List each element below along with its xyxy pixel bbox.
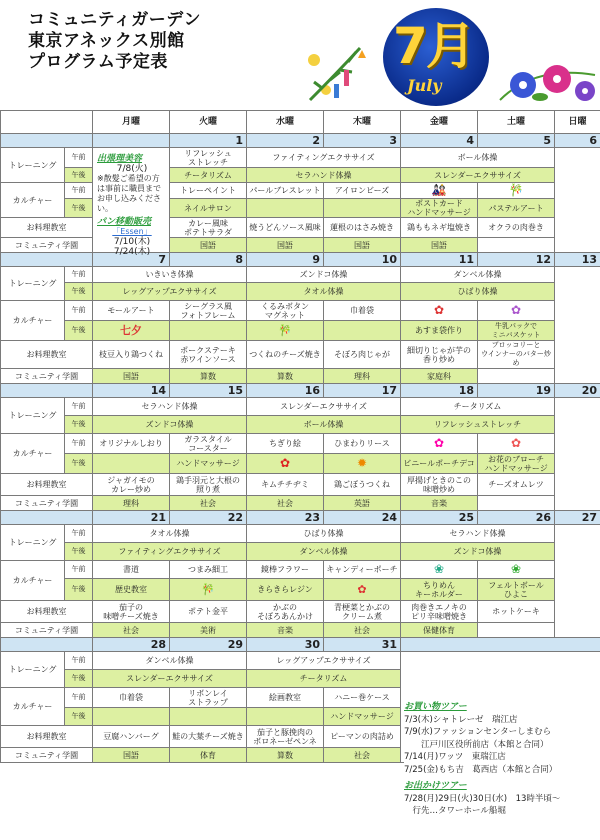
- row-label-training: トレーニング: [1, 148, 65, 183]
- row-sub-pm: 午後: [65, 283, 93, 301]
- program-cell: 七夕: [93, 321, 170, 341]
- program-cell: 絵画教室: [247, 688, 324, 708]
- program-cell: スレンダーエクササイズ: [247, 398, 401, 416]
- program-cell: パールブレスレット: [247, 183, 324, 199]
- program-cell: ブロッコリーと ウインナーのバター炒め: [478, 341, 555, 369]
- program-cell: ハンドマッサージ: [324, 708, 401, 726]
- program-cell: 音楽: [401, 496, 478, 511]
- date-cell: 14: [93, 384, 170, 398]
- date-cell: 17: [324, 384, 401, 398]
- page-title: [28, 10, 201, 73]
- row-sub-pm: 午後: [65, 579, 93, 601]
- row-sub-pm: 午後: [65, 321, 93, 341]
- header-mon: 月曜: [93, 111, 170, 134]
- program-cell: スレンダーエクササイズ: [93, 670, 247, 688]
- program-cell: 算数: [247, 748, 324, 763]
- program-cell: [93, 454, 170, 474]
- program-cell: レッグアップエクササイズ: [247, 652, 401, 670]
- month-badge: [383, 8, 489, 106]
- row-label-training: トレーニング: [1, 267, 65, 301]
- program-cell: 国語: [93, 369, 170, 384]
- row-sub-am: 午前: [65, 688, 93, 708]
- program-cell: 社会: [324, 623, 401, 638]
- program-cell: 国語: [401, 238, 478, 253]
- program-cell: ✿: [247, 454, 324, 474]
- program-cell: [170, 708, 247, 726]
- shopping-tour-line: 7/9(水)ファッションセンターしまむら: [404, 727, 552, 737]
- row-label-community: コミュニティ学園: [1, 369, 93, 384]
- morning-glory-icon: [495, 55, 600, 107]
- row-label-cooking: お料理教室: [1, 341, 93, 369]
- program-cell: 茄子の 味噌チーズ焼き: [93, 601, 170, 623]
- row-sub-pm: 午後: [65, 708, 93, 726]
- header-sun: 日曜: [555, 111, 600, 134]
- month-number: 7月: [393, 17, 474, 75]
- sunday-cell: [555, 525, 600, 638]
- date-row: [1, 134, 600, 148]
- program-cell: アイロンビーズ: [324, 183, 401, 199]
- program-cell: ✿: [401, 434, 478, 454]
- program-cell: 歴史教室: [93, 579, 170, 601]
- row-label-community: コミュニティ学園: [1, 238, 93, 253]
- shopping-tour-line: 7/25(金)もち吉 葛西店（本館と合同）: [404, 764, 558, 775]
- title-line-2: 東京アネックス別館: [28, 31, 185, 51]
- program-cell: リフレッシュストレッチ: [401, 416, 555, 434]
- row-sub-am: 午前: [65, 525, 93, 543]
- program-cell: あすま袋作り: [401, 321, 478, 341]
- program-cell: ボール体操: [401, 148, 555, 168]
- program-cell: ネイルサロン: [170, 199, 247, 218]
- header-wed: 水曜: [247, 111, 324, 134]
- row-label-culture: カルチャー: [1, 561, 65, 601]
- program-cell: レッグアップエクササイズ: [93, 283, 247, 301]
- row-sub-am: 午前: [65, 652, 93, 670]
- row-label-cooking: お料理教室: [1, 726, 93, 748]
- program-cell: ポストカード ハンドマッサージ: [401, 199, 478, 218]
- program-cell: 蓮根のはさみ焼き: [324, 218, 401, 238]
- note-barber-text: ※散髪ご希望の方は事前に職員までお申し込みください。: [97, 174, 161, 213]
- tanabata-bamboo-icon: [300, 40, 380, 105]
- program-cell: きらきらレジン: [247, 579, 324, 601]
- program-cell: 鶏手羽元と大根の 照り煮: [170, 474, 247, 496]
- row-sub-am: 午前: [65, 434, 93, 454]
- date-row-label: [1, 134, 93, 148]
- header-tue: 火曜: [170, 111, 247, 134]
- program-cell: ファイティングエクササイズ: [247, 148, 401, 168]
- program-cell: 書道: [93, 561, 170, 579]
- program-cell: セラハンド体操: [401, 525, 555, 543]
- program-cell: オリジナルしおり: [93, 434, 170, 454]
- program-cell: ✹: [324, 454, 401, 474]
- program-cell: 細切りじゃが芋の 香り炒め: [401, 341, 478, 369]
- note-bread-heading: パン移動販売: [97, 217, 152, 227]
- date-cell: 8: [170, 253, 247, 267]
- program-cell: ひばり体操: [247, 525, 401, 543]
- program-cell: セラハンド体操: [93, 398, 247, 416]
- program-cell: つまみ細工: [170, 561, 247, 579]
- program-cell: 茄子と豚挽肉の ボロネーゼペンネ: [247, 726, 324, 748]
- program-cell: チーズオムレツ: [478, 474, 555, 496]
- program-cell: ちぎり絵: [247, 434, 324, 454]
- program-cell: ポークステーキ 赤ワインソース: [170, 341, 247, 369]
- row-label-community: コミュニティ学園: [1, 748, 93, 763]
- program-cell: ズンドコ体操: [401, 543, 555, 561]
- row-label-training: トレーニング: [1, 652, 65, 688]
- program-cell: スレンダーエクササイズ: [401, 168, 555, 183]
- program-cell: ピーマンの肉詰め: [324, 726, 401, 748]
- program-cell: ダンベル体操: [247, 543, 401, 561]
- program-cell: ひまわりリース: [324, 434, 401, 454]
- outing-tour-line: 7/28(月)29日(火)30日(水) 13時半頃～: [404, 793, 561, 804]
- program-cell: キャンディーポーチ: [324, 561, 401, 579]
- program-cell: 社会: [93, 623, 170, 638]
- program-cell: 英語: [324, 496, 401, 511]
- program-cell: ハンドマッサージ: [170, 454, 247, 474]
- program-cell: 鏡棒フラワー: [247, 561, 324, 579]
- schedule-table: [0, 110, 600, 763]
- program-cell: 理科: [324, 369, 401, 384]
- program-cell: 青梗菜とかぶの クリーム煮: [324, 601, 401, 623]
- program-cell: 国語: [324, 238, 401, 253]
- shopping-tour-line: 7/3(木)シャトレーゼ 瑞江店: [404, 714, 518, 725]
- program-cell: モールアート: [93, 301, 170, 321]
- row-sub-pm: 午後: [65, 454, 93, 474]
- row-label-community: コミュニティ学園: [1, 623, 93, 638]
- program-cell: 社会: [170, 496, 247, 511]
- program-cell: ジャガイモの カレー炒め: [93, 474, 170, 496]
- empty-date-cell: [401, 638, 600, 652]
- program-cell: カレー風味 ポテトサラダ: [170, 218, 247, 238]
- header-sat: 土曜: [478, 111, 555, 134]
- program-cell: 巾着袋: [93, 688, 170, 708]
- program-cell: 算数: [170, 369, 247, 384]
- date-row: [1, 511, 600, 525]
- date-cell: 16: [247, 384, 324, 398]
- program-cell: くるみボタン マグネット: [247, 301, 324, 321]
- program-cell: [478, 369, 555, 384]
- program-cell: タオル体操: [93, 525, 247, 543]
- row-label-community: コミュニティ学園: [1, 496, 93, 511]
- program-cell: ❀: [478, 561, 555, 579]
- program-cell: [478, 238, 555, 253]
- program-cell: 厚揚げときのこの 味噌炒め: [401, 474, 478, 496]
- date-cell: 24: [324, 511, 401, 525]
- program-cell: オクラの肉巻き: [478, 218, 555, 238]
- date-cell: 18: [401, 384, 478, 398]
- program-cell: ガラスタイル コースター: [170, 434, 247, 454]
- program-cell: 豆腐ハンバーグ: [93, 726, 170, 748]
- program-cell: [247, 199, 324, 218]
- date-cell: 5: [478, 134, 555, 148]
- row-label-cooking: お料理教室: [1, 474, 93, 496]
- program-cell: ひばり体操: [401, 283, 555, 301]
- header-thu: 木曜: [324, 111, 401, 134]
- program-cell: シーグラス風 フォトフレーム: [170, 301, 247, 321]
- program-cell: 国語: [170, 238, 247, 253]
- program-cell: かぶの そぼろあんかけ: [247, 601, 324, 623]
- note-barber-date: 7/8(火): [116, 164, 148, 174]
- date-cell: 20: [555, 384, 600, 398]
- sunday-cell: [555, 148, 600, 253]
- program-cell: ❀: [401, 561, 478, 579]
- outing-tour-line: 行先…タワーホール船堀: [404, 806, 506, 816]
- program-cell: タオル体操: [247, 283, 401, 301]
- date-row: [1, 253, 600, 267]
- program-cell: 国語: [247, 238, 324, 253]
- program-cell: お花のブローチ ハンドマッサージ: [478, 454, 555, 474]
- program-cell: 枝豆入り鶏つくね: [93, 341, 170, 369]
- shopping-tour-line: 7/14(月)ワッツ 東瑞江店: [404, 752, 506, 762]
- row-sub-pm: 午後: [65, 543, 93, 561]
- program-cell: ズンドコ体操: [93, 416, 247, 434]
- row-sub-am: 午前: [65, 148, 93, 168]
- sunday-cell: [555, 267, 600, 384]
- program-cell: ✿: [478, 434, 555, 454]
- program-cell: [93, 708, 170, 726]
- program-cell: いきいき体操: [93, 267, 247, 283]
- program-cell: [324, 199, 401, 218]
- row-sub-am: 午前: [65, 183, 93, 199]
- row-sub-am: 午前: [65, 301, 93, 321]
- program-cell: チータリズム: [247, 670, 401, 688]
- header: [0, 0, 600, 110]
- date-cell: 7: [93, 253, 170, 267]
- shopping-tour-heading: お買い物ツアー: [404, 702, 467, 712]
- date-cell: 26: [478, 511, 555, 525]
- program-cell: 🎎: [401, 183, 478, 199]
- program-cell: ダンベル体操: [93, 652, 247, 670]
- date-cell: 11: [401, 253, 478, 267]
- program-cell: 体育: [170, 748, 247, 763]
- program-cell: リボンレイ ストラップ: [170, 688, 247, 708]
- program-cell: キムチチヂミ: [247, 474, 324, 496]
- program-cell: 美術: [170, 623, 247, 638]
- row-sub-pm: 午後: [65, 416, 93, 434]
- program-cell: ズンドコ体操: [247, 267, 401, 283]
- program-cell: ポテト金平: [170, 601, 247, 623]
- month-english: July: [407, 76, 442, 95]
- program-cell: ダンベル体操: [401, 267, 555, 283]
- program-cell: 🎋: [478, 183, 555, 199]
- program-cell: ✿: [324, 579, 401, 601]
- sunday-cell: [555, 398, 600, 511]
- row-sub-am: 午前: [65, 398, 93, 416]
- date-cell: [93, 134, 170, 148]
- row-label-cooking: お料理教室: [1, 218, 93, 238]
- program-cell: ちりめん キーホルダー: [401, 579, 478, 601]
- date-row: [1, 384, 600, 398]
- program-cell: ✿: [401, 301, 478, 321]
- program-cell: そぼろ肉じゃが: [324, 341, 401, 369]
- header-fri: 金曜: [401, 111, 478, 134]
- program-cell: [324, 321, 401, 341]
- program-cell: トレーペイント: [170, 183, 247, 199]
- program-cell: 音楽: [247, 623, 324, 638]
- shopping-tour-line: 江戸川区役所前店（本館と合同）: [404, 739, 549, 750]
- date-cell: 27: [555, 511, 600, 525]
- date-cell: 6: [555, 134, 600, 148]
- program-cell: 焼うどんソース風味: [247, 218, 324, 238]
- date-cell: 22: [170, 511, 247, 525]
- date-cell: 21: [93, 511, 170, 525]
- title-line-1: コミュニティガーデン: [28, 10, 201, 30]
- program-cell: 算数: [247, 369, 324, 384]
- date-row-label: [1, 511, 93, 525]
- program-cell: ✿: [478, 301, 555, 321]
- note-bread-shop: 「Essen」: [112, 227, 152, 236]
- program-cell: [247, 708, 324, 726]
- row-label-culture: カルチャー: [1, 301, 65, 341]
- program-cell: 鶏ももネギ塩焼き: [401, 218, 478, 238]
- row-label-culture: カルチャー: [1, 434, 65, 474]
- program-cell: 🎋: [170, 579, 247, 601]
- row-label-training: トレーニング: [1, 525, 65, 561]
- service-notes: [97, 154, 167, 257]
- row-label-cooking: お料理教室: [1, 601, 93, 623]
- program-cell: チータリズム: [170, 168, 247, 183]
- program-cell: リフレッシュ ストレッチ: [170, 148, 247, 168]
- program-cell: 保健体育: [401, 623, 478, 638]
- date-row-label: [1, 253, 93, 267]
- date-row: [1, 638, 600, 652]
- date-cell: 2: [247, 134, 324, 148]
- program-cell: 家庭科: [401, 369, 478, 384]
- date-cell: 15: [170, 384, 247, 398]
- row-label-culture: カルチャー: [1, 183, 65, 218]
- date-cell: 12: [478, 253, 555, 267]
- program-cell: 肉巻きエノキの ピリ辛味噌焼き: [401, 601, 478, 623]
- program-cell: [170, 321, 247, 341]
- program-cell: [478, 496, 555, 511]
- date-row-label: [1, 384, 93, 398]
- date-cell: 28: [93, 638, 170, 652]
- date-row-label: [1, 638, 93, 652]
- row-sub-pm: 午後: [65, 199, 93, 218]
- program-cell: 巾着袋: [324, 301, 401, 321]
- tour-notes: [404, 701, 600, 818]
- program-cell: フェルトボール ひよこ: [478, 579, 555, 601]
- program-cell: ボール体操: [247, 416, 401, 434]
- program-cell: 牛乳パックで ミニバスケット: [478, 321, 555, 341]
- row-sub-pm: 午後: [65, 168, 93, 183]
- program-cell: パステルアート: [478, 199, 555, 218]
- row-label-training: トレーニング: [1, 398, 65, 434]
- date-cell: 29: [170, 638, 247, 652]
- program-cell: 社会: [324, 748, 401, 763]
- program-cell: 鶏ごぼうつくね: [324, 474, 401, 496]
- date-cell: 10: [324, 253, 401, 267]
- date-cell: 3: [324, 134, 401, 148]
- date-cell: 19: [478, 384, 555, 398]
- weekday-header-row: [1, 111, 600, 134]
- date-cell: 31: [324, 638, 401, 652]
- header-corner: [1, 111, 93, 134]
- program-cell: 鮭の大葉チーズ焼き: [170, 726, 247, 748]
- program-cell: 国語: [93, 748, 170, 763]
- program-cell: チータリズム: [401, 398, 555, 416]
- program-cell: ビニールポーチデコ: [401, 454, 478, 474]
- program-cell: ホットケーキ: [478, 601, 555, 623]
- title-line-3: プログラム予定表: [28, 52, 168, 72]
- program-cell: セラハンド体操: [247, 168, 401, 183]
- note-bread-date-2: 7/24(木): [113, 247, 151, 257]
- program-cell: 社会: [247, 496, 324, 511]
- program-cell: 理科: [93, 496, 170, 511]
- date-cell: 13: [555, 253, 600, 267]
- program-cell: [478, 623, 555, 638]
- program-cell: ファイティングエクササイズ: [93, 543, 247, 561]
- outing-tour-heading: お出かけツアー: [404, 781, 467, 791]
- row-label-culture: カルチャー: [1, 688, 65, 726]
- date-cell: 4: [401, 134, 478, 148]
- date-cell: 23: [247, 511, 324, 525]
- note-barber-heading: 出張理美容: [97, 154, 143, 164]
- date-cell: 30: [247, 638, 324, 652]
- program-cell: ハニー巻ケース: [324, 688, 401, 708]
- program-cell: 🎋: [247, 321, 324, 341]
- date-cell: 9: [247, 253, 324, 267]
- note-bread-date-1: 7/10(木): [113, 237, 151, 247]
- row-sub-pm: 午後: [65, 670, 93, 688]
- date-cell: 1: [170, 134, 247, 148]
- program-cell: つくねのチーズ焼き: [247, 341, 324, 369]
- row-sub-am: 午前: [65, 561, 93, 579]
- row-sub-am: 午前: [65, 267, 93, 283]
- date-cell: 25: [401, 511, 478, 525]
